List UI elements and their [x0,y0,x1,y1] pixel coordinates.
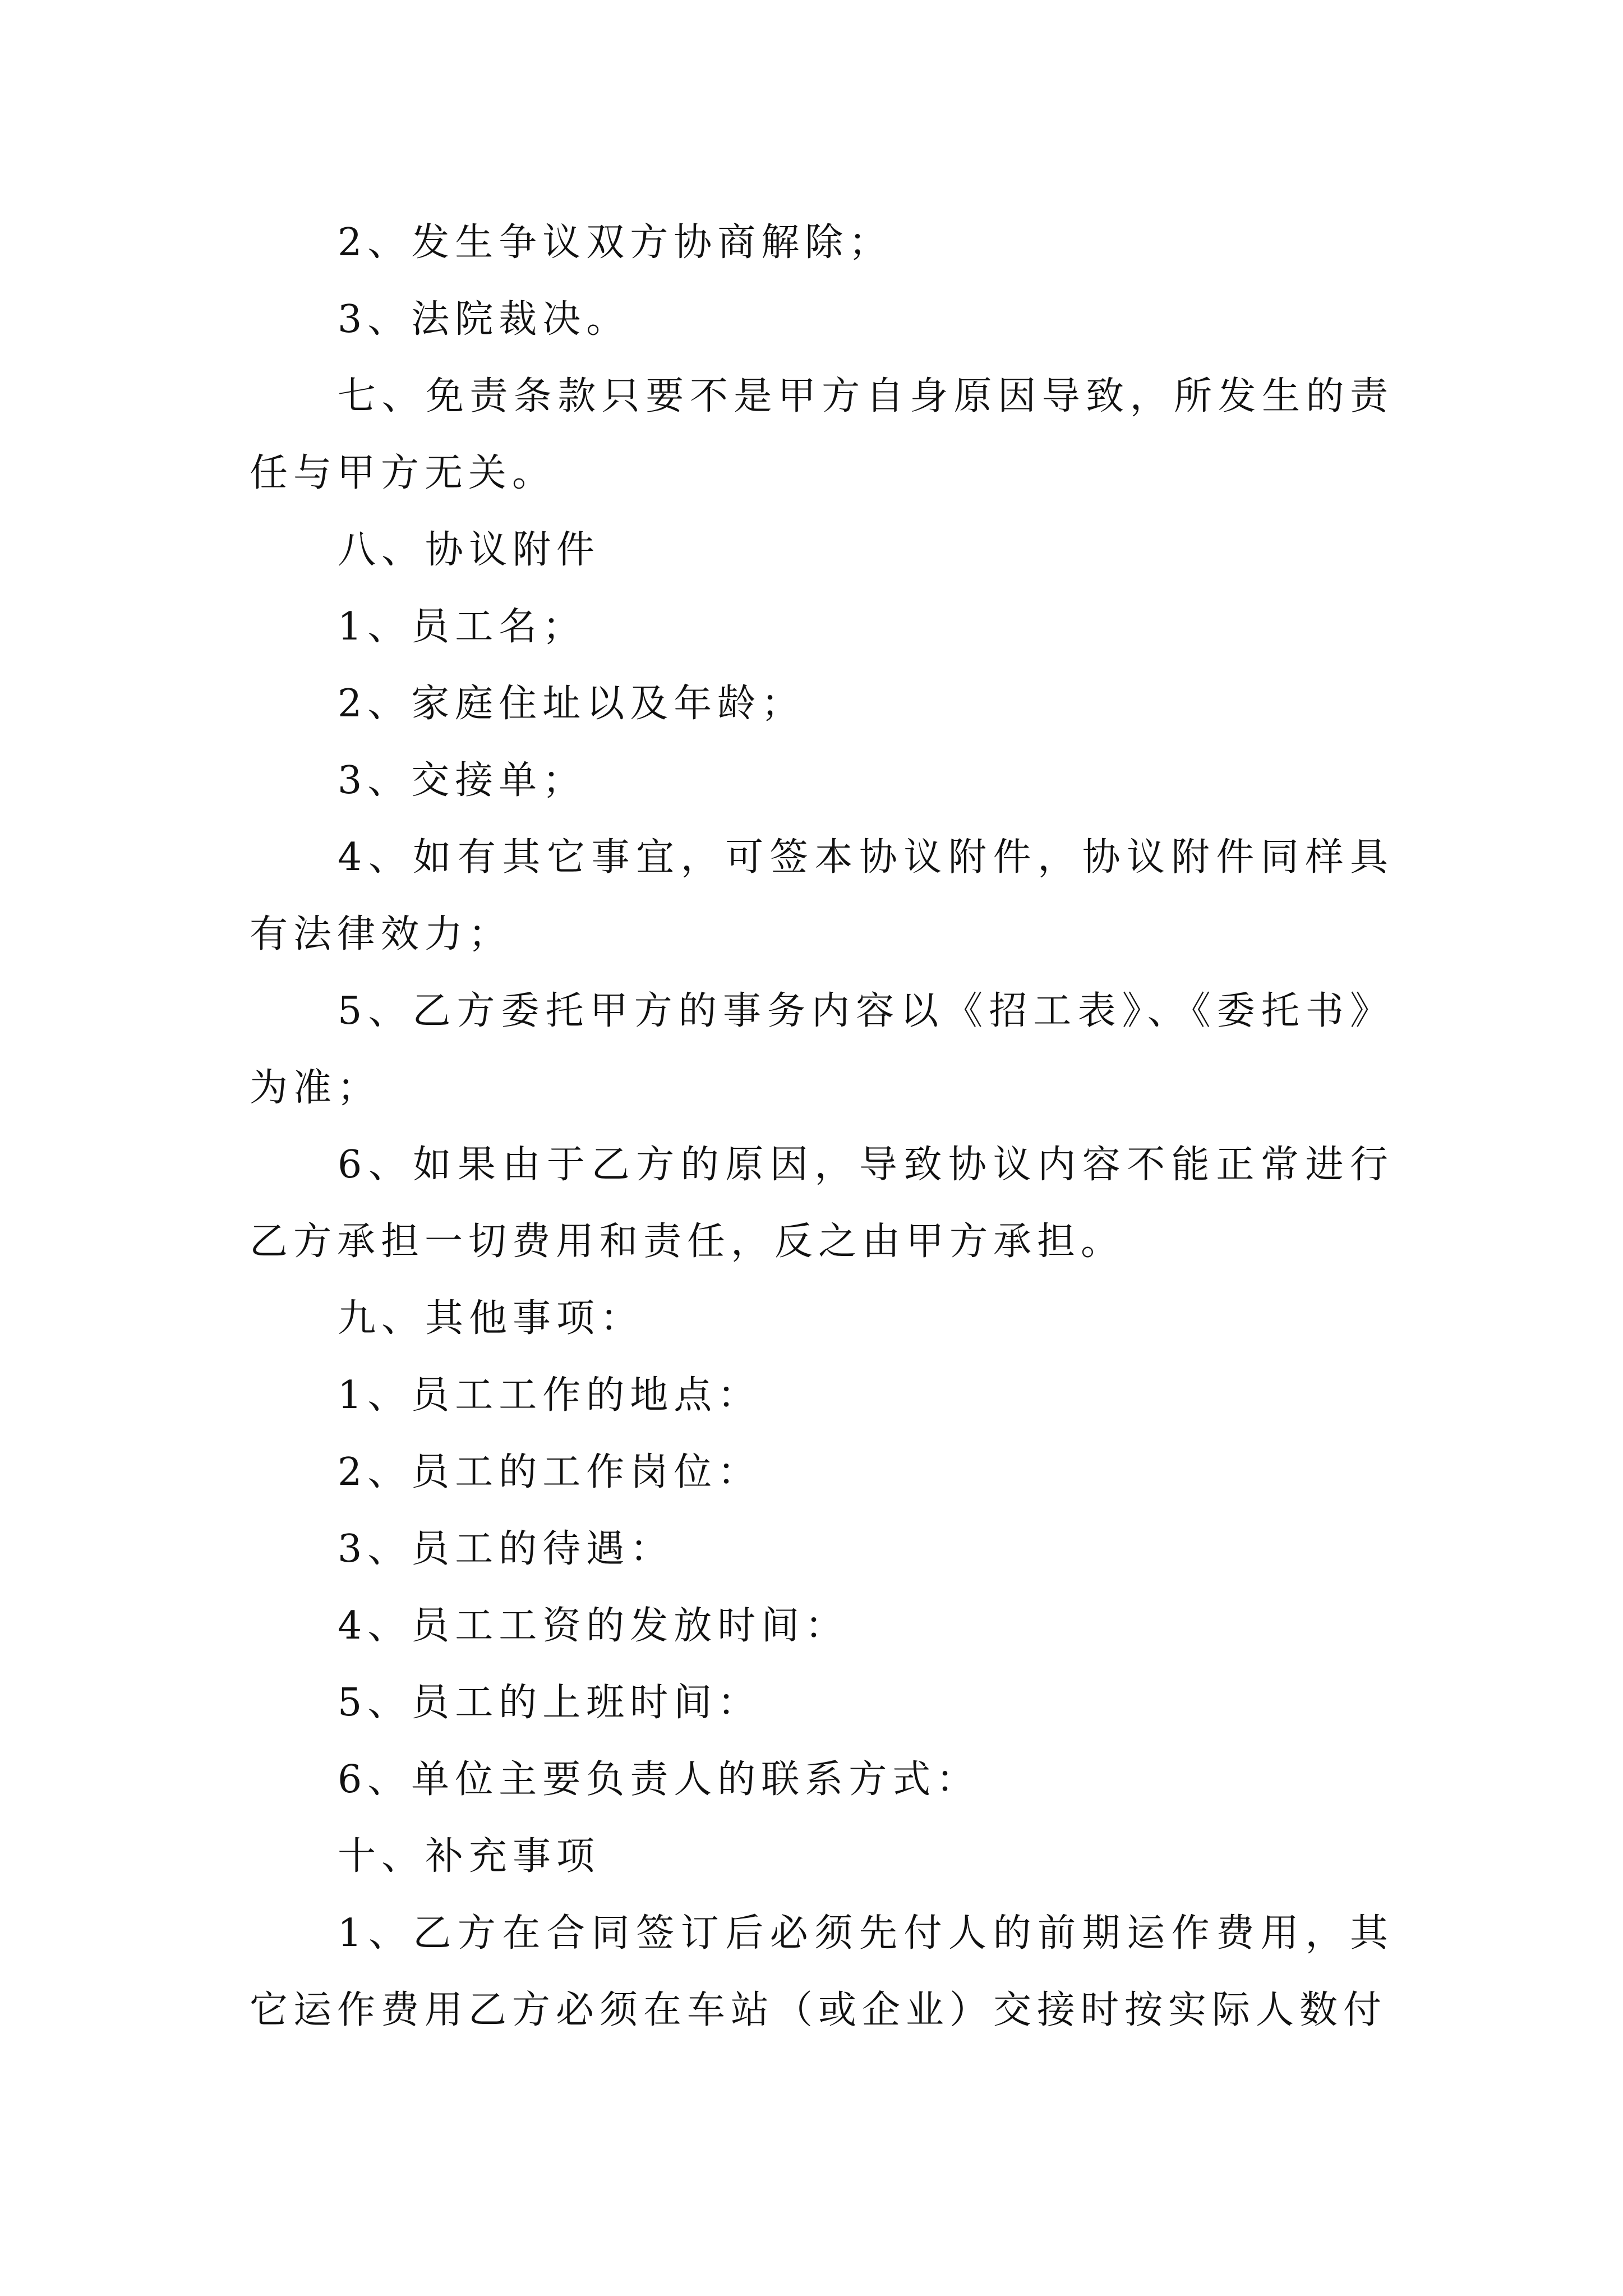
paragraph-prepayment-terms: 1、乙方在合同签订后必须先付人的前期运作费用，其它运作费用乙方必须在车站（或企业）交接时按实际人数付 [250,1911,1394,2032]
paragraph-contact-method: 6、单位主要负责人的联系方式： [338,1757,980,1802]
paragraph-party-b-liability: 6、如果由于乙方的原因，导致协议内容不能正常进行乙方承担一切费用和责任，反之由甲方承担。 [250,1143,1394,1264]
paragraph-salary-payment-time: 4、员工工资的发放时间： [338,1604,849,1648]
document-body [250,204,1394,2049]
paragraph-work-location: 1、员工工作的地点： [338,1373,762,1418]
paragraph-section-ten-heading: 十、补充事项 [338,1834,601,1879]
paragraph-entrusted-affairs: 5、乙方委托甲方的事务内容以《招工表》、《委托书》为准； [250,989,1394,1110]
paragraph-employee-benefits: 3、员工的待遇： [338,1527,674,1571]
paragraph-court-ruling: 3、法院裁决。 [338,297,630,342]
paragraph-dispute-negotiation: 2、发生争议双方协商解除； [338,220,893,265]
paragraph-work-position: 2、员工的工作岗位： [338,1450,762,1494]
paragraph-working-hours: 5、员工的上班时间： [338,1681,762,1725]
paragraph-section-eight-heading: 八、协议附件 [338,528,601,572]
paragraph-section-nine-heading: 九、其他事项： [338,1296,644,1341]
paragraph-section-seven-exemption: 七、免责条款只要不是甲方自身原因导致，所发生的责任与甲方无关。 [250,374,1394,495]
paragraph-home-address-age: 2、家庭住址以及年龄； [338,682,805,726]
paragraph-handover-sheet: 3、交接单； [338,758,587,803]
paragraph-other-matters-annex: 4、如有其它事宜，可签本协议附件，协议附件同样具有法律效力； [250,835,1394,956]
paragraph-employee-name: 1、员工名； [338,605,587,649]
